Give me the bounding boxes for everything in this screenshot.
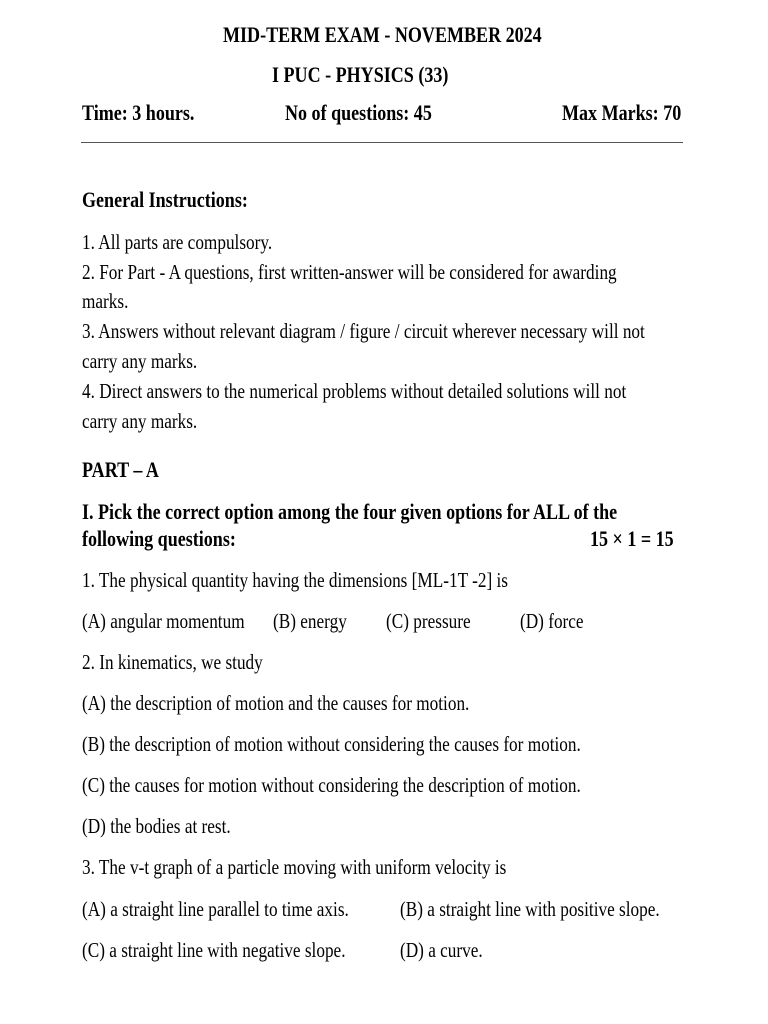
instructions-heading: General Instructions: [82,187,248,212]
option-c: (C) the causes for motion without considering the description of motion. [82,773,581,797]
header-divider [81,142,683,143]
subject-title: I PUC - PHYSICS (33) [272,62,449,87]
question-text: 2. In kinematics, we study [82,650,263,674]
question-text: 3. The v-t graph of a particle moving with uniform velocity is [82,855,507,879]
option-a: (A) a straight line parallel to time axis. [82,897,349,921]
section-instruction: I. Pick the correct option among the four given options for ALL of the [82,499,618,524]
instruction-line: carry any marks. [82,349,198,373]
instruction-line: 2. For Part - A questions, first written-answer will be considered for awarding [82,260,617,284]
instruction-line: 3. Answers without relevant diagram / figure / circuit wherever necessary will not [82,319,645,343]
question-text: 1. The physical quantity having the dimensions [ML-1T -2] is [82,568,508,592]
option-c: (C) a straight line with negative slope. [82,938,346,962]
question-count-label: No of questions: 45 [285,100,432,125]
section-instruction-cont: following questions: [82,526,236,551]
option-c: (C) pressure [386,609,471,633]
max-marks-label: Max Marks: 70 [562,100,682,125]
instruction-line: marks. [82,289,129,313]
option-b: (B) the description of motion without considering the causes for motion. [82,732,581,756]
exam-title: MID-TERM EXAM - NOVEMBER 2024 [223,22,542,47]
option-d: (D) a curve. [400,938,483,962]
instruction-line: 4. Direct answers to the numerical problems without detailed solutions will not [82,379,627,403]
part-a-heading: PART – A [82,457,159,482]
option-d: (D) force [520,609,584,633]
option-a: (A) the description of motion and the causes for motion. [82,691,470,715]
section-marks: 15 × 1 = 15 [590,526,674,551]
time-label: Time: 3 hours. [82,100,195,125]
instruction-line: carry any marks. [82,409,198,433]
instruction-line: 1. All parts are compulsory. [82,230,273,254]
option-b: (B) energy [273,609,347,633]
option-a: (A) angular momentum [82,609,245,633]
option-b: (B) a straight line with positive slope. [400,897,660,921]
option-d: (D) the bodies at rest. [82,814,231,838]
